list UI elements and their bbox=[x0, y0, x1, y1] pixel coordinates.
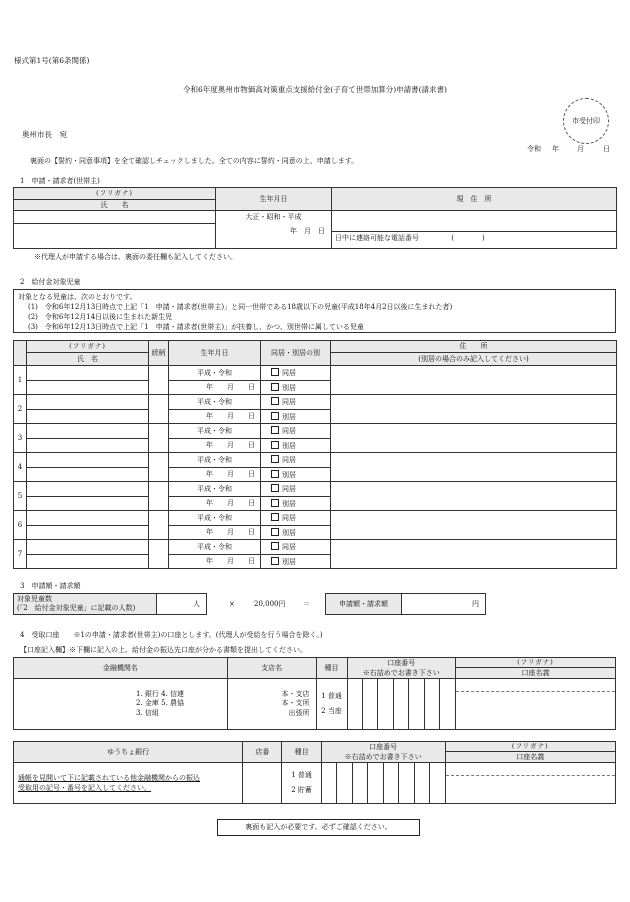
proxy-note: ※代理人が申請する場合は、裏面の委任欄も記入してください。 bbox=[34, 253, 237, 261]
separate-household-option[interactable] bbox=[261, 410, 331, 424]
checkbox[interactable] bbox=[271, 499, 279, 507]
child-furigana-field[interactable] bbox=[27, 540, 149, 555]
type-option[interactable]: 2 貯蓄 bbox=[291, 786, 312, 794]
yucho-note bbox=[14, 763, 243, 804]
child-dob-ymd[interactable]: 年 月 日 bbox=[169, 468, 261, 482]
reception-stamp-circle bbox=[563, 98, 609, 144]
bank-acct-digit[interactable] bbox=[362, 679, 377, 730]
checkbox[interactable] bbox=[271, 412, 279, 420]
applicant-dob-ymd: 年 月 日 bbox=[290, 227, 325, 236]
separate-household-option[interactable] bbox=[261, 439, 331, 453]
section-4-heading: 4 受取口座 ※1の申請・請求者(世帯主)の口座とします。(代理人が受給を行う場合を除く。) bbox=[20, 631, 323, 639]
yucho-holder-header: 口座名義 bbox=[445, 752, 615, 763]
yucho-header: ゆうちょ銀行 bbox=[14, 742, 243, 763]
bank-branch-header: 支店名 bbox=[227, 658, 316, 679]
separate-household-option[interactable] bbox=[261, 526, 331, 540]
child-name-field[interactable] bbox=[27, 381, 149, 395]
inst-option[interactable]: 3. 信組 bbox=[136, 708, 159, 717]
child-relationship-field[interactable] bbox=[149, 511, 169, 540]
applicant-name-field[interactable] bbox=[14, 224, 216, 249]
child-furigana-header: (フリガナ) bbox=[27, 341, 149, 353]
child-relationship-field[interactable] bbox=[149, 540, 169, 569]
same-label: 同居 bbox=[282, 514, 296, 523]
child-dob-header: 生年月日 bbox=[169, 341, 261, 366]
unit-amount: 20,000円 bbox=[254, 600, 286, 608]
child-relationship-field[interactable] bbox=[149, 366, 169, 395]
child-relationship-field[interactable] bbox=[149, 453, 169, 482]
total-label-box bbox=[325, 593, 402, 615]
separate-label: 別居 bbox=[282, 470, 296, 479]
same-label: 同居 bbox=[282, 456, 296, 465]
child-dob-ymd[interactable]: 年 月 日 bbox=[169, 497, 261, 511]
multiply-sign: × bbox=[229, 600, 235, 608]
child-name-field[interactable] bbox=[27, 439, 149, 453]
same-label: 同居 bbox=[282, 369, 296, 378]
yucho-acct-digit[interactable] bbox=[383, 763, 398, 804]
bank-type-field[interactable] bbox=[316, 679, 347, 730]
bank-type-header: 種目 bbox=[316, 658, 347, 679]
bank-acct-digit[interactable] bbox=[440, 679, 456, 730]
checkbox[interactable] bbox=[271, 397, 279, 405]
child-name-field[interactable] bbox=[27, 497, 149, 511]
child-address-field[interactable] bbox=[331, 395, 617, 424]
yucho-acct-digit[interactable] bbox=[414, 763, 429, 804]
child-furigana-field[interactable] bbox=[27, 424, 149, 439]
child-address-field[interactable] bbox=[331, 511, 617, 540]
equals-sign: ＝ bbox=[303, 600, 310, 608]
child-dob-era[interactable]: 平成・令和 bbox=[169, 366, 261, 381]
child-relationship-field[interactable] bbox=[149, 482, 169, 511]
child-dob-era[interactable]: 平成・令和 bbox=[169, 424, 261, 439]
row-number: 1 bbox=[14, 366, 27, 395]
child-dob-era[interactable]: 平成・令和 bbox=[169, 395, 261, 410]
yucho-acct-digit[interactable] bbox=[352, 763, 367, 804]
reception-stamp-label: 市受付印 bbox=[572, 116, 600, 125]
bank-branch-field[interactable] bbox=[227, 679, 316, 730]
person-unit: 人 bbox=[193, 599, 200, 608]
same-household-option[interactable] bbox=[261, 366, 331, 381]
section-2-heading: 2 給付金対象児童 bbox=[20, 278, 81, 286]
total-amount-field[interactable] bbox=[402, 593, 486, 615]
child-name-field[interactable] bbox=[27, 410, 149, 424]
bank-furigana-header: (フリガナ) bbox=[455, 658, 615, 668]
yucho-acct-digit[interactable] bbox=[321, 763, 336, 804]
bank-account-table bbox=[13, 657, 616, 730]
date-month: 月 bbox=[577, 145, 584, 153]
child-dob-ymd[interactable]: 年 月 日 bbox=[169, 381, 261, 395]
child-table bbox=[13, 340, 617, 569]
checkbox[interactable] bbox=[271, 484, 279, 492]
eligibility-intro: 対象となる児童は、次のとおりです。 bbox=[18, 293, 137, 301]
form-number: 様式第1号(第6条関係) bbox=[14, 56, 90, 65]
date-day: 日 bbox=[603, 145, 610, 153]
yucho-acct-digit[interactable] bbox=[430, 763, 445, 804]
checkbox[interactable] bbox=[271, 426, 279, 434]
address-header: 現 住 所 bbox=[332, 188, 617, 211]
bank-acct-subheader: ※右詰めでお書き下さい bbox=[347, 668, 455, 679]
page-title: 令和6年度奥州市物価高対策重点支援給付金(子育て世帯加算分)申請書(請求書) bbox=[183, 85, 447, 94]
row-number: 3 bbox=[14, 424, 27, 453]
child-address-field[interactable] bbox=[331, 424, 617, 453]
bank-acct-digit[interactable] bbox=[409, 679, 424, 730]
child-relationship-field[interactable] bbox=[149, 395, 169, 424]
row-number: 5 bbox=[14, 482, 27, 511]
inst-option[interactable]: 1. 銀行 4. 信連 bbox=[136, 689, 185, 698]
yucho-acct-digit[interactable] bbox=[399, 763, 414, 804]
bank-acct-header: 口座番号 bbox=[347, 658, 455, 668]
phone-label: 日中に連絡可能な電話番号 bbox=[335, 234, 419, 243]
checkbox[interactable] bbox=[271, 542, 279, 550]
child-dob-era[interactable]: 平成・令和 bbox=[169, 511, 261, 526]
bank-acct-digit[interactable] bbox=[393, 679, 408, 730]
date-era: 令和 bbox=[527, 145, 541, 153]
same-household-option[interactable] bbox=[261, 395, 331, 410]
applicant-dob-field[interactable] bbox=[216, 211, 332, 249]
checkbox[interactable] bbox=[271, 383, 279, 391]
child-count-field[interactable] bbox=[157, 593, 207, 615]
yucho-note-line-2: 受取用の記号・番号を記入してください。 bbox=[18, 784, 151, 792]
checkbox[interactable] bbox=[271, 528, 279, 536]
same-household-option[interactable] bbox=[261, 424, 331, 439]
applicant-table bbox=[13, 187, 617, 249]
separate-household-option[interactable] bbox=[261, 497, 331, 511]
same-household-option[interactable] bbox=[261, 540, 331, 555]
bank-acct-digit[interactable] bbox=[424, 679, 439, 730]
child-furigana-field[interactable] bbox=[27, 366, 149, 381]
same-label: 同居 bbox=[282, 485, 296, 494]
footer-notice-box bbox=[217, 819, 420, 836]
eligibility-box bbox=[13, 289, 616, 333]
bank-inst-field[interactable] bbox=[14, 679, 228, 730]
date-year: 年 bbox=[552, 145, 559, 153]
child-count-label-box bbox=[13, 593, 157, 615]
yucho-store-field[interactable] bbox=[243, 763, 282, 804]
yucho-store-header: 店番 bbox=[243, 742, 282, 763]
yucho-holder-field[interactable] bbox=[445, 763, 615, 804]
checkbox[interactable] bbox=[271, 557, 279, 565]
yucho-acct-header: 口座番号 bbox=[321, 742, 445, 752]
child-furigana-field[interactable] bbox=[27, 453, 149, 468]
child-dob-ymd[interactable]: 年 月 日 bbox=[169, 555, 261, 569]
eligibility-item-3: (3) 令和6年12月13日時点で上記「1 申請・請求者(世帯主)」が扶養し、かつ、別世帯に属している児童 bbox=[28, 323, 364, 332]
separate-label: 別居 bbox=[282, 557, 296, 566]
eligibility-item-2: (2) 令和6年12月14日以後に生まれた新生児 bbox=[28, 313, 173, 322]
child-name-field[interactable] bbox=[27, 555, 149, 569]
child-dob-ymd[interactable]: 年 月 日 bbox=[169, 410, 261, 424]
type-option[interactable]: 1 普通 bbox=[321, 692, 342, 701]
child-dob-ymd[interactable]: 年 月 日 bbox=[169, 526, 261, 540]
separate-label: 別居 bbox=[282, 528, 296, 537]
child-name-field[interactable] bbox=[27, 526, 149, 540]
branch-option[interactable]: 出張所 bbox=[288, 708, 310, 717]
eligibility-item-1: (1) 令和6年12月13日時点で上記「1 申請・請求者(世帯主)」と同一世帯である18歳以下の児童(平成18年4月2日以後に生まれた者) bbox=[28, 303, 453, 312]
separate-label: 別居 bbox=[282, 441, 296, 450]
yucho-acct-digit[interactable] bbox=[337, 763, 352, 804]
separate-label: 別居 bbox=[282, 383, 296, 392]
checkbox[interactable] bbox=[271, 455, 279, 463]
branch-option[interactable]: 本・支所 bbox=[281, 699, 310, 708]
row-number: 2 bbox=[14, 395, 27, 424]
branch-option[interactable]: 本・支店 bbox=[281, 689, 310, 698]
type-option[interactable]: 1 普通 bbox=[291, 771, 312, 780]
row-number: 6 bbox=[14, 511, 27, 540]
child-address-field[interactable] bbox=[331, 366, 617, 395]
separate-household-option[interactable] bbox=[261, 555, 331, 569]
same-household-option[interactable] bbox=[261, 453, 331, 468]
child-address-header: 住 所 bbox=[331, 341, 617, 353]
child-furigana-field[interactable] bbox=[27, 395, 149, 410]
name-header: 氏 名 bbox=[14, 199, 216, 211]
child-name-header: 氏 名 bbox=[27, 353, 149, 366]
phone-paren: ( ) bbox=[451, 234, 485, 243]
child-dob-era[interactable]: 平成・令和 bbox=[169, 453, 261, 468]
inst-option[interactable]: 2. 金庫 5. 農協 bbox=[136, 699, 185, 708]
yucho-type-field[interactable] bbox=[282, 763, 321, 804]
child-dob-ymd[interactable]: 年 月 日 bbox=[169, 439, 261, 453]
bank-acct-digit[interactable] bbox=[347, 679, 362, 730]
intro-text: 裏面の【誓約・同意事項】を全て確認しチェックしました。全ての内容に誓約・同意の上、申請します。 bbox=[30, 157, 359, 165]
checkbox[interactable] bbox=[271, 368, 279, 376]
child-count-label: 対象児童数 bbox=[17, 595, 52, 603]
furigana-header: (フリガナ) bbox=[14, 188, 216, 200]
child-relationship-field[interactable] bbox=[149, 424, 169, 453]
yucho-note-line-1: 通帳を見開いて下に記載されている他金融機関からの振込 bbox=[18, 773, 200, 782]
checkbox[interactable] bbox=[271, 513, 279, 521]
account-subheading: 【口座記入欄】※下欄に記入の上、給付金の振込先口座が分かる書類を提出してください。 bbox=[20, 646, 307, 654]
yucho-account-table bbox=[13, 741, 616, 804]
living-status-header: 同居・別居の別 bbox=[261, 341, 331, 366]
separate-label: 別居 bbox=[282, 499, 296, 508]
separate-label: 別居 bbox=[282, 412, 296, 421]
separate-household-option[interactable] bbox=[261, 381, 331, 395]
yucho-type-header: 種目 bbox=[282, 742, 321, 763]
separate-household-option[interactable] bbox=[261, 468, 331, 482]
same-household-option[interactable] bbox=[261, 482, 331, 497]
same-label: 同居 bbox=[282, 427, 296, 436]
applicant-address-field[interactable] bbox=[332, 211, 617, 249]
child-name-field[interactable] bbox=[27, 468, 149, 482]
yucho-furigana-header: (フリガナ) bbox=[445, 742, 615, 752]
row-number-header bbox=[14, 341, 27, 366]
yucho-acct-digit[interactable] bbox=[368, 763, 383, 804]
same-label: 同居 bbox=[282, 398, 296, 407]
row-number: 4 bbox=[14, 453, 27, 482]
yucho-acct-subheader: ※右詰めでお書き下さい bbox=[321, 752, 445, 763]
same-label: 同居 bbox=[282, 543, 296, 552]
child-count-sublabel: (「2 給付金対象児童」に記載の人数) bbox=[17, 604, 136, 613]
footer-notice: 裏面も記入が必要です。必ずご確認ください。 bbox=[245, 823, 392, 832]
child-address-field[interactable] bbox=[331, 482, 617, 511]
section-3-heading: 3 申請額・請求額 bbox=[20, 582, 81, 590]
dob-header: 生年月日 bbox=[216, 188, 332, 211]
bank-holder-header: 口座名義 bbox=[455, 668, 615, 679]
bank-inst-header: 金融機関名 bbox=[14, 658, 228, 679]
child-dob-era[interactable]: 平成・令和 bbox=[169, 540, 261, 555]
child-dob-era[interactable]: 平成・令和 bbox=[169, 482, 261, 497]
total-label: 申請額・請求額 bbox=[339, 599, 388, 608]
bank-holder-field[interactable] bbox=[455, 679, 615, 730]
applicant-furigana-field[interactable] bbox=[14, 211, 216, 224]
type-option[interactable]: 2 当座 bbox=[321, 707, 342, 715]
row-number: 7 bbox=[14, 540, 27, 569]
section-1-heading: 1 申請・請求者(世帯主) bbox=[20, 177, 100, 185]
checkbox[interactable] bbox=[271, 470, 279, 478]
yen-unit: 円 bbox=[472, 599, 479, 608]
child-address-subheader: (別居の場合のみ記入してください) bbox=[331, 353, 617, 366]
relationship-header: 続柄 bbox=[149, 341, 169, 366]
addressee: 奥州市長 宛 bbox=[22, 130, 67, 139]
child-furigana-field[interactable] bbox=[27, 511, 149, 526]
child-furigana-field[interactable] bbox=[27, 482, 149, 497]
checkbox[interactable] bbox=[271, 441, 279, 449]
child-address-field[interactable] bbox=[331, 540, 617, 569]
child-address-field[interactable] bbox=[331, 453, 617, 482]
applicant-dob-eras: 大正・昭和・平成 bbox=[245, 213, 302, 222]
bank-acct-digit[interactable] bbox=[378, 679, 393, 730]
same-household-option[interactable] bbox=[261, 511, 331, 526]
